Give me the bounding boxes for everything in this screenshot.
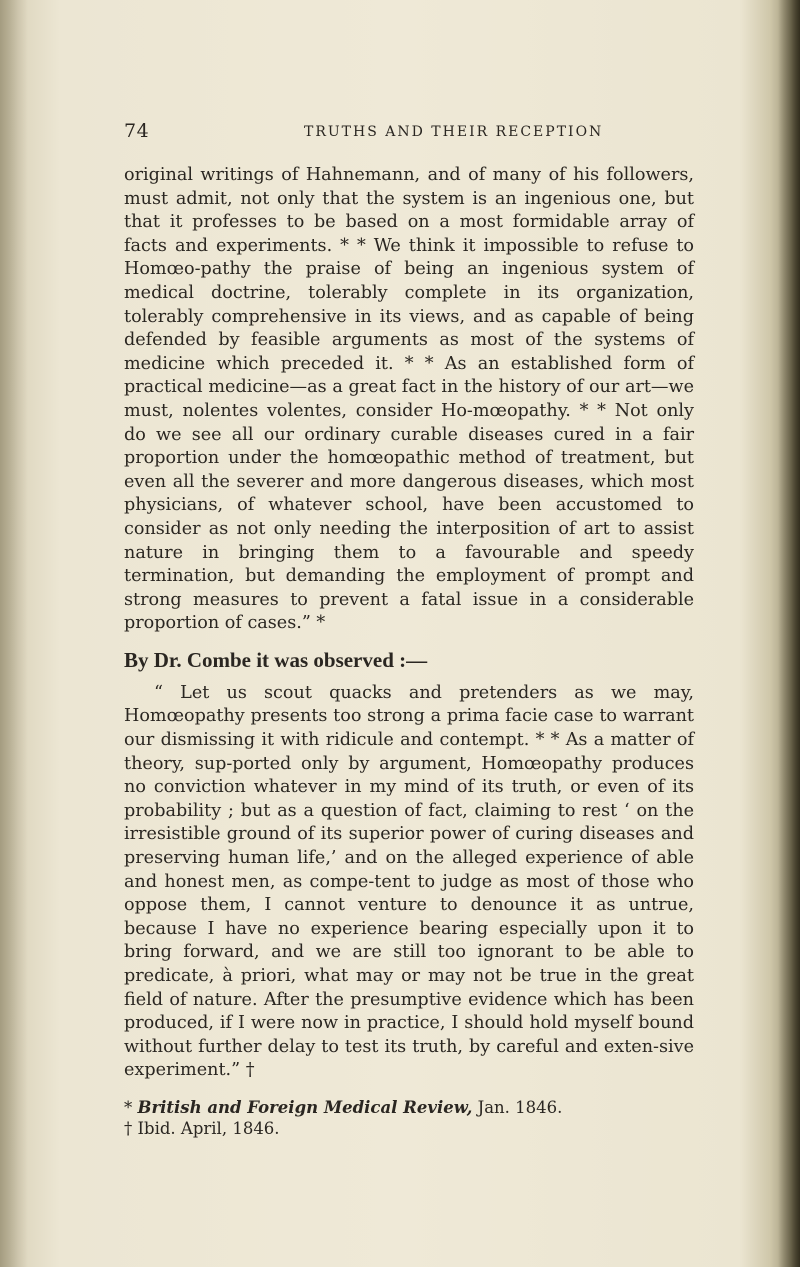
footnote-1-source: British and Foreign Medical Review, [137,1097,473,1117]
page-edge-shadow [778,0,800,1267]
page-header [124,120,684,150]
footnote-1 [124,1097,694,1118]
page-number: 74 [124,120,150,142]
footnotes [124,1097,694,1139]
footnote-2-text: Ibid. April, 1846. [137,1118,280,1138]
paragraph-hahnemann-quote: original writings of Hahnemann, and of many of his followers, must admit, not only that the system is an ingenious one, but that it professes to be based on a most formidable array of facts and experiments. * * We think it impossible to refuse to Homœo-pathy the praise of being an ingenious system of medical doctrine, tolerably complete in its organization, tolerably comprehensive in its views, and as capable of being defended by feasible arguments as most of the systems of medicine which preceded it. * * As an established form of practical medicine—as a great fact in the history of our art—we must, nolentes volentes, consider Ho-mœopathy. * * Not only do we see all our ordinary curable diseases cured in a fair proportion under the homœopathic method of treatment, but even all the severer and more dangerous diseases, which most physicians, of whatever school, have been accustomed to consider as not only needing the interposition of art to assist nature in bringing them to a favourable and speedy termination, but demanding the employment of prompt and strong measures to prevent a fatal issue in a considerable proportion of cases.” * [124,165,694,634]
footnote-1-date: Jan. 1846. [477,1097,563,1117]
footnote-1-mark: * [124,1097,133,1117]
page-body [124,164,694,1139]
running-title: TRUTHS AND THEIR RECEPTION [304,124,604,140]
gutter-shadow [0,0,28,1267]
section-heading: By Dr. Combe it was observed :— [124,647,428,672]
footnote-2 [124,1118,694,1139]
footnote-2-mark: † [124,1118,133,1138]
paragraph-combe-quote: “ Let us scout quacks and pretenders as we may, Homœopathy presents too strong a prima facie case to warrant our dismissing it with ridicule and contempt. * * As a matter of theory, sup-ported only by argument, Homœopathy produces no conviction whatever in my mind of its truth, or even of its probability ; but as a question of fact, claiming to rest ‘ on the irresistible ground of its superior power of curing diseases and preserving human life,’ and on the alleged experience of able and honest men, as compe-tent to judge as most of those who oppose them, I cannot venture to denounce it as untrue, because I have no experience bearing especially upon it to bring forward, and we are still too ignorant to be able to predicate, à priori, what may or may not be true in the great field of nature. After the presumptive evidence which has been produced, if I were now in practice, I should hold myself bound without further delay to test its truth, by careful and exten-sive experiment.” † [124,682,694,1081]
